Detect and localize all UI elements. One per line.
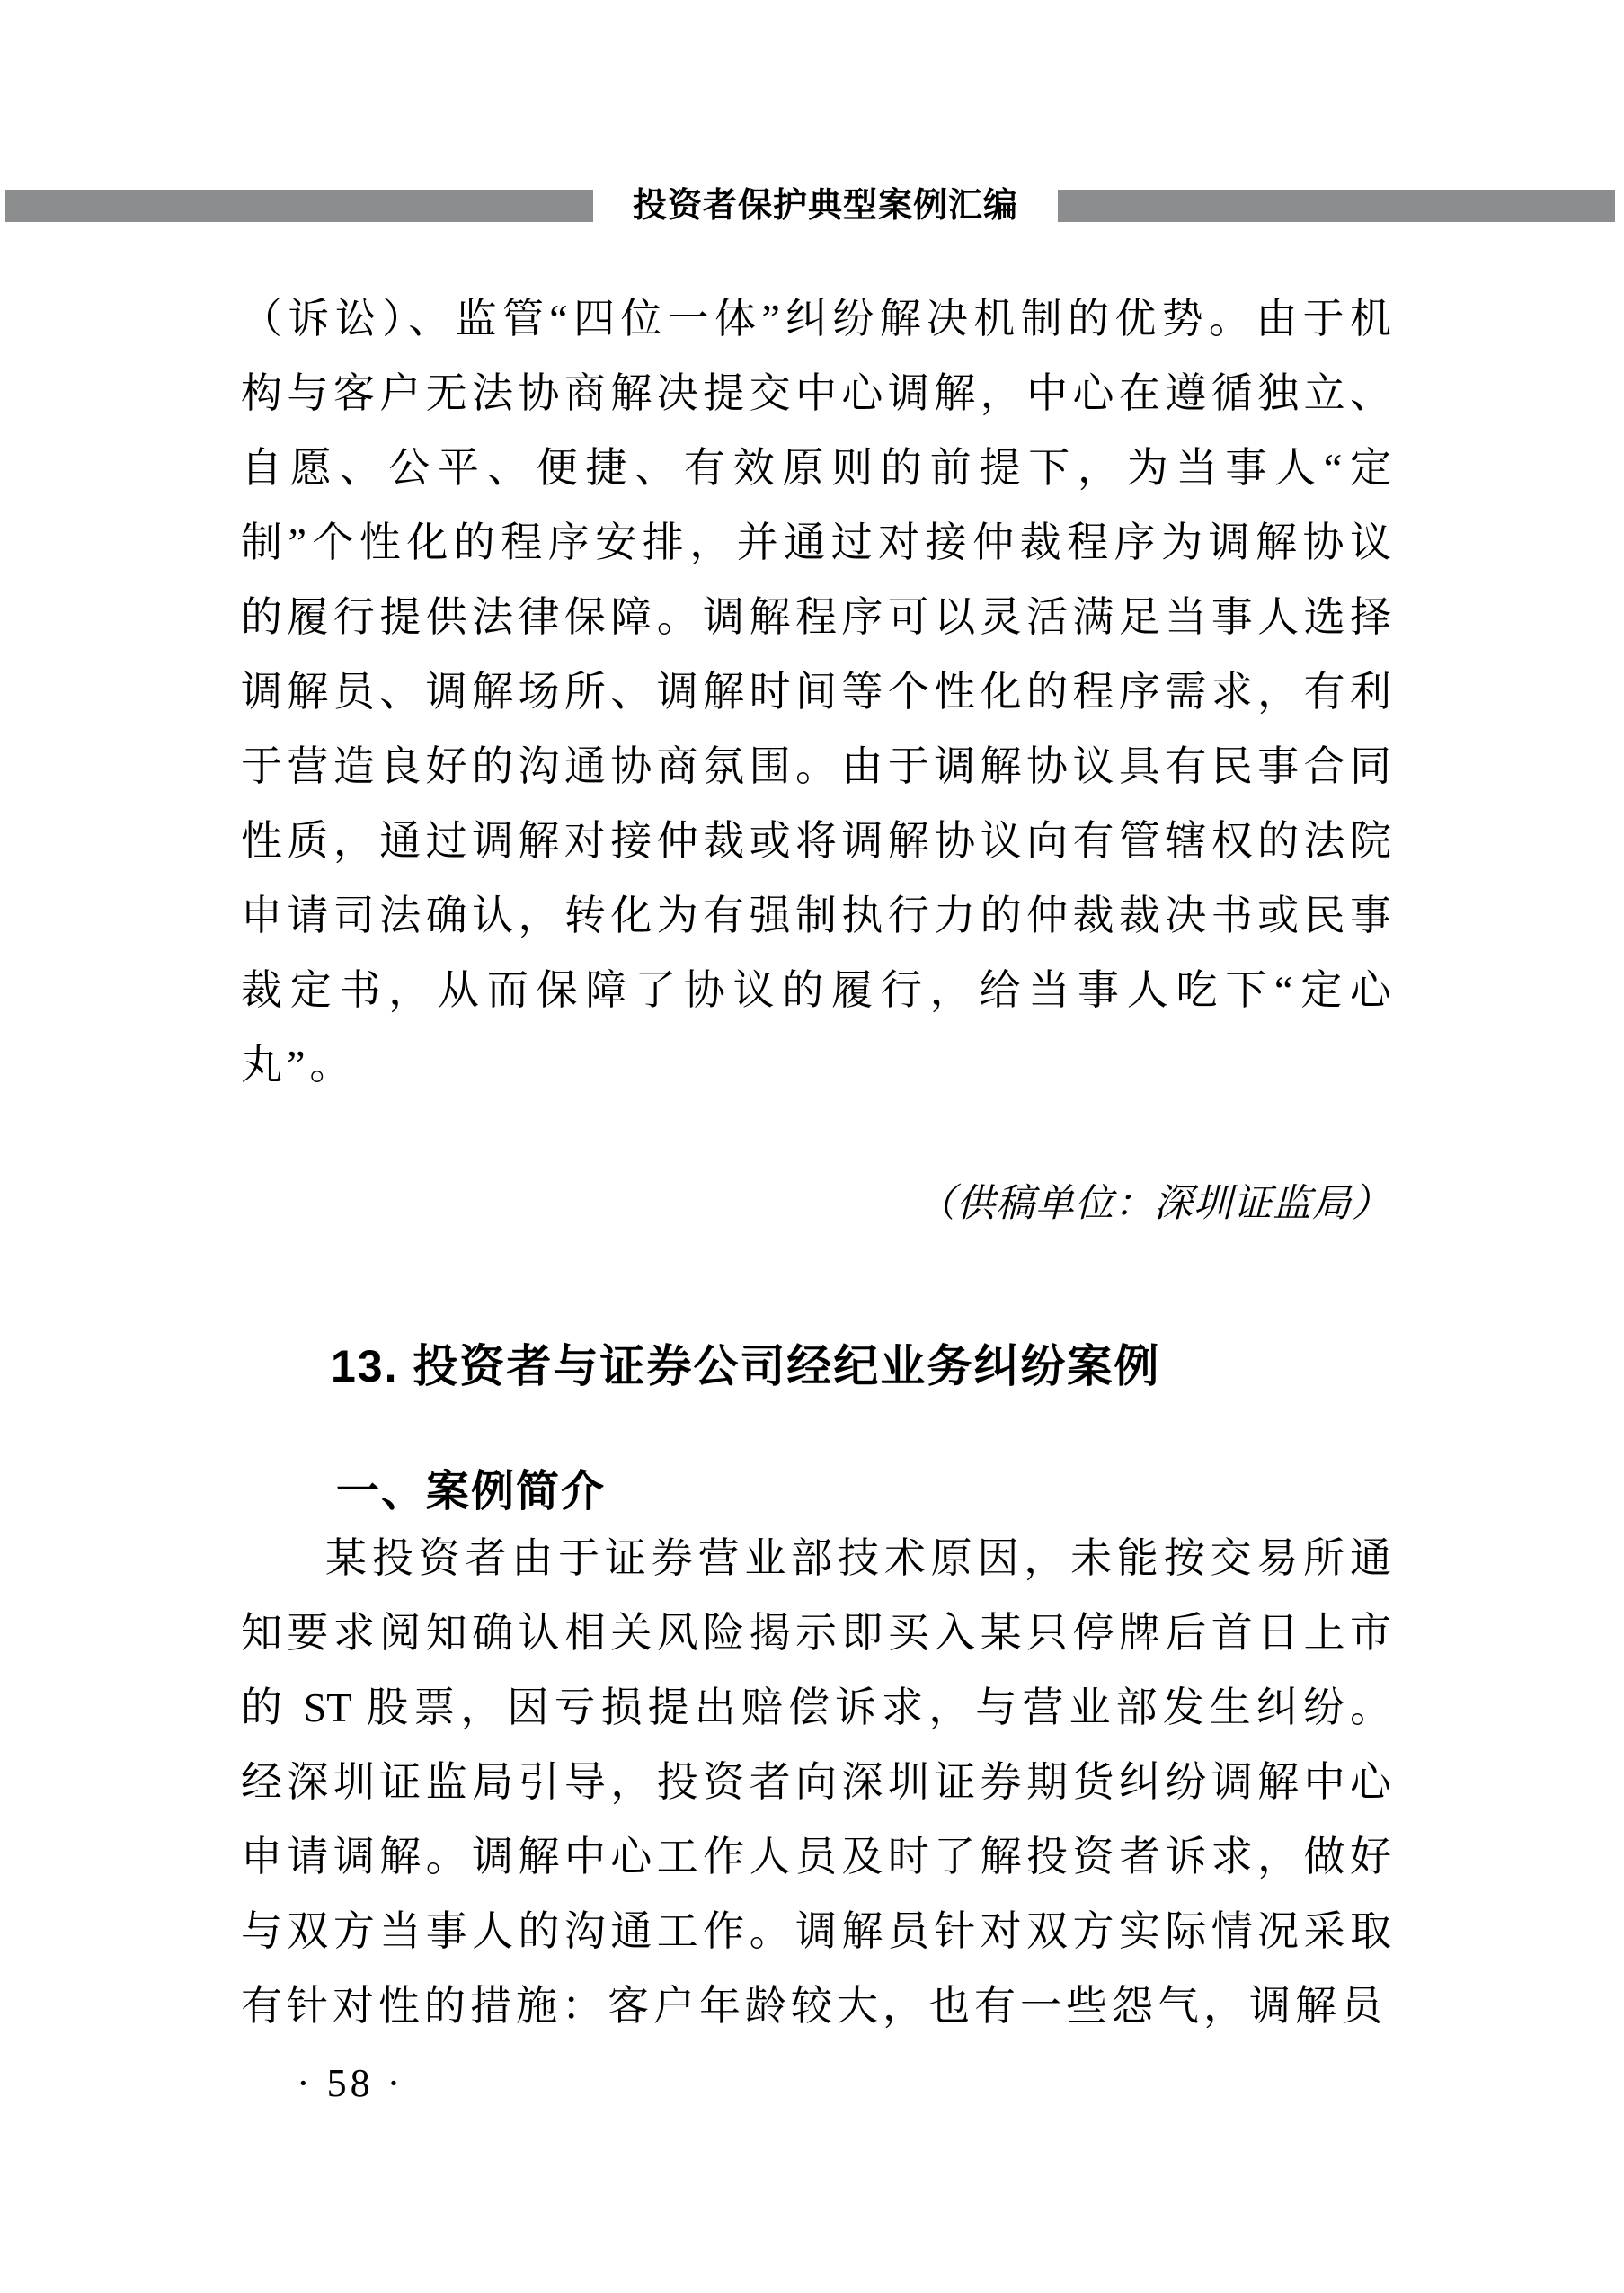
header-rule-right bbox=[1058, 190, 1615, 222]
text-line: 于营造良好的沟通协商氛围。由于调解协议具有民事合同 bbox=[241, 743, 1391, 789]
running-head bbox=[0, 187, 1624, 225]
text-line: 丸”。 bbox=[241, 1042, 356, 1088]
subsection-heading: 一、案例简介 bbox=[336, 1468, 607, 1515]
text-line: 构与客户无法协商解决提交中心调解，中心在遵循独立、 bbox=[241, 370, 1391, 416]
text-line: 的履行提供法律保障。调解程序可以灵活满足当事人选择 bbox=[241, 594, 1391, 640]
page-number: · 58 · bbox=[297, 2061, 404, 2105]
text-line: 有针对性的措施：客户年龄较大，也有一些怨气，调解员 bbox=[241, 1983, 1387, 2029]
text-line: 申请司法确认，转化为有强制执行力的仲裁裁决书或民事 bbox=[241, 893, 1391, 938]
text-line: 申请调解。调解中心工作人员及时了解投资者诉求，做好 bbox=[241, 1834, 1391, 1880]
paragraph-case-intro bbox=[241, 1521, 1391, 2043]
paragraph-mediation-mechanism bbox=[241, 281, 1391, 1102]
text-line: 性质，通过调解对接仲裁或将调解协议向有管辖权的法院 bbox=[241, 818, 1391, 864]
attribution-line: （供稿单位：深圳证监局） bbox=[917, 1183, 1391, 1225]
section-heading: 13. 投资者与证券公司经纪业务纠纷案例 bbox=[331, 1341, 1161, 1391]
text-line: 与双方当事人的沟通工作。调解员针对双方实际情况采取 bbox=[241, 1908, 1391, 1954]
text-line: 制”个性化的程序安排，并通过对接仲裁程序为调解协议 bbox=[241, 520, 1391, 565]
running-head-title: 投资者保护典型案例汇编 bbox=[632, 187, 1018, 225]
text-line: 裁定书，从而保障了协议的履行，给当事人吃下“定心 bbox=[241, 967, 1391, 1013]
text-line: 经深圳证监局引导，投资者向深圳证券期货纠纷调解中心 bbox=[241, 1759, 1391, 1805]
text-line: 自愿、公平、便捷、有效原则的前提下，为当事人“定 bbox=[241, 445, 1391, 491]
text-line: 调解员、调解场所、调解时间等个性化的程序需求，有利 bbox=[241, 669, 1391, 715]
header-rule-left bbox=[5, 190, 593, 222]
text-line: 的 ST 股票，因亏损提出赔偿诉求，与营业部发生纠纷。 bbox=[241, 1684, 1391, 1730]
page-content bbox=[241, 281, 1391, 2043]
text-line: 知要求阅知确认相关风险揭示即买入某只停牌后首日上市 bbox=[241, 1610, 1391, 1656]
text-line: 某投资者由于证券营业部技术原因，未能按交易所通 bbox=[325, 1535, 1391, 1581]
text-line: （诉讼）、监管“四位一体”纠纷解决机制的优势。由于机 bbox=[241, 296, 1391, 342]
